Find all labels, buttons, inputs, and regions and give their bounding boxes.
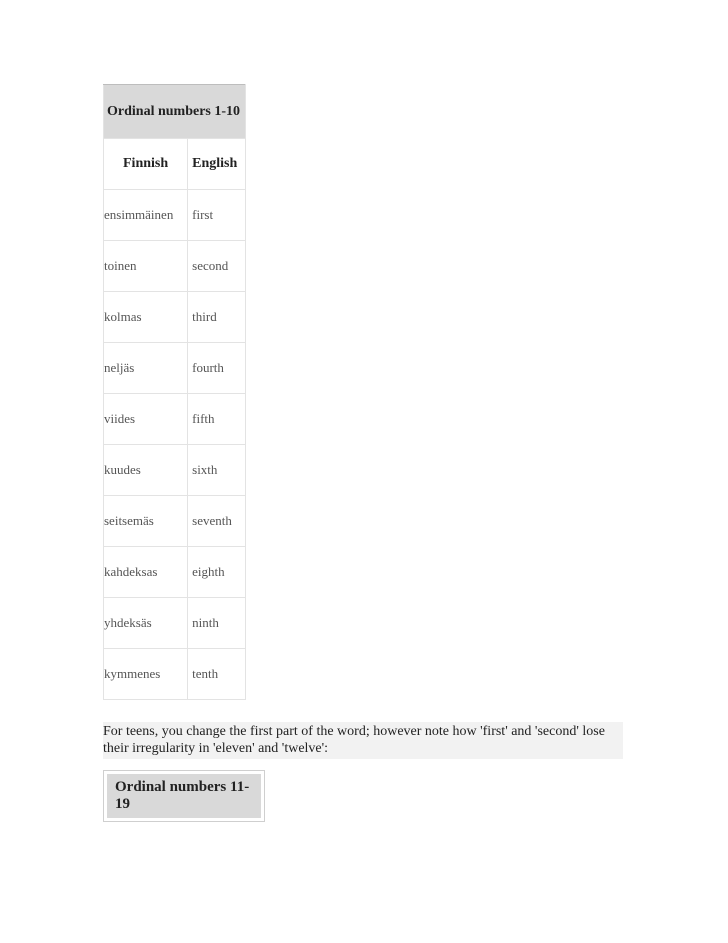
finnish-cell: neljäs bbox=[104, 343, 188, 394]
finnish-cell: kymmenes bbox=[104, 649, 188, 700]
english-cell: fifth bbox=[188, 394, 246, 445]
english-cell: fourth bbox=[188, 343, 246, 394]
column-header-finnish: Finnish bbox=[104, 139, 188, 190]
finnish-cell: kolmas bbox=[104, 292, 188, 343]
table-caption: Ordinal numbers 11-19 bbox=[107, 774, 261, 818]
table-header-row bbox=[104, 139, 246, 190]
finnish-cell: yhdeksäs bbox=[104, 598, 188, 649]
english-cell: eighth bbox=[188, 547, 246, 598]
table-row bbox=[104, 292, 246, 343]
ordinal-table-11-19 bbox=[103, 770, 265, 822]
table-row bbox=[104, 598, 246, 649]
column-header-english: English bbox=[188, 139, 246, 190]
table-row bbox=[104, 547, 246, 598]
english-cell: second bbox=[188, 241, 246, 292]
english-cell: first bbox=[188, 190, 246, 241]
table-caption: Ordinal numbers 1-10 bbox=[104, 85, 246, 139]
english-cell: third bbox=[188, 292, 246, 343]
table-row bbox=[104, 445, 246, 496]
english-cell: sixth bbox=[188, 445, 246, 496]
table-row bbox=[104, 394, 246, 445]
table-row bbox=[104, 649, 246, 700]
english-cell: tenth bbox=[188, 649, 246, 700]
table-row bbox=[104, 241, 246, 292]
table-row bbox=[104, 343, 246, 394]
english-cell: ninth bbox=[188, 598, 246, 649]
finnish-cell: toinen bbox=[104, 241, 188, 292]
english-cell: seventh bbox=[188, 496, 246, 547]
finnish-cell: seitsemäs bbox=[104, 496, 188, 547]
table-row bbox=[104, 496, 246, 547]
teens-explanation-paragraph: For teens, you change the first part of the word; however note how 'first' and 'second' lose their irregularity in 'eleven' and 'twelve': bbox=[103, 722, 623, 759]
table-row bbox=[104, 190, 246, 241]
finnish-cell: kahdeksas bbox=[104, 547, 188, 598]
finnish-cell: kuudes bbox=[104, 445, 188, 496]
ordinal-table-1-10 bbox=[103, 84, 246, 700]
finnish-cell: viides bbox=[104, 394, 188, 445]
finnish-cell: ensimmäinen bbox=[104, 190, 188, 241]
